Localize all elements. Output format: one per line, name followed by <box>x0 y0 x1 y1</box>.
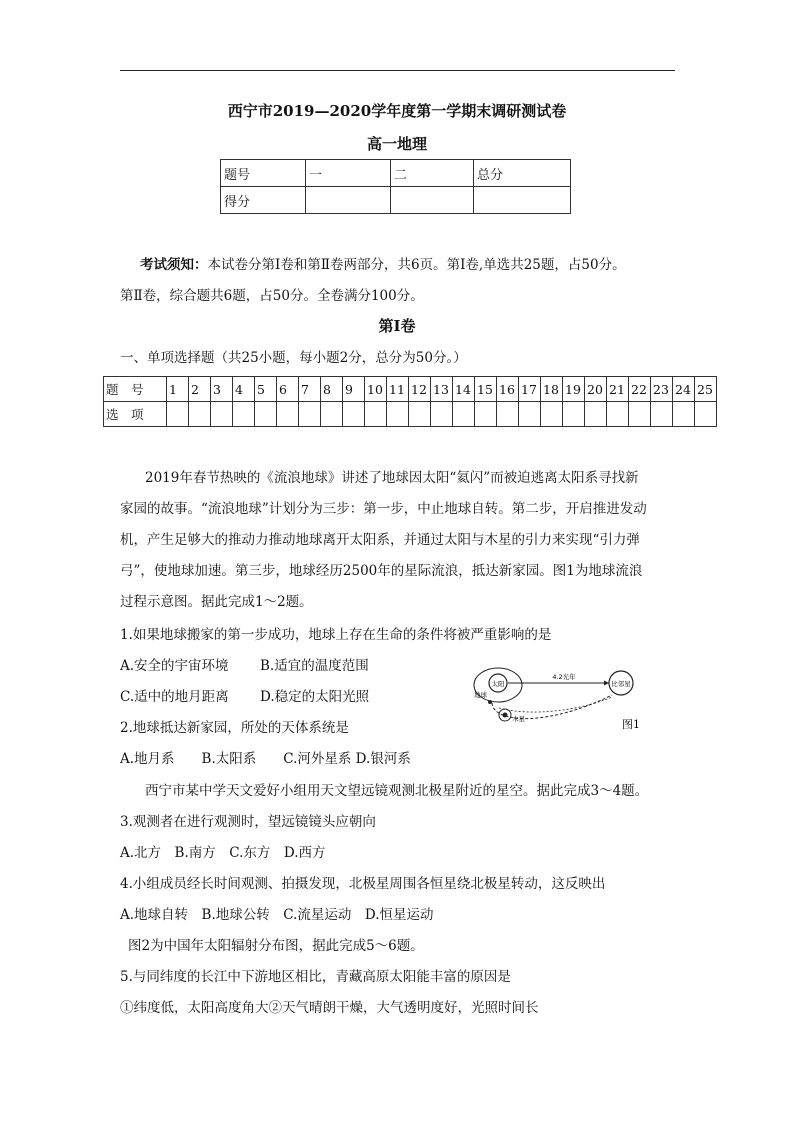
table-row <box>104 377 717 402</box>
answer-option-cell[interactable] <box>255 402 277 427</box>
header-rule <box>120 70 675 71</box>
answer-number-cell: 4 <box>233 377 255 402</box>
answer-option-cell[interactable] <box>409 402 431 427</box>
answer-number-cell: 23 <box>651 377 673 402</box>
question-1-option-d: D.稳定的太阳光照 <box>260 689 370 705</box>
answer-option-cell[interactable] <box>167 402 189 427</box>
answer-number-cell: 9 <box>343 377 365 402</box>
score-cell: 总分 <box>474 160 571 187</box>
table-row <box>104 402 717 427</box>
answer-row-label: 题 号 <box>104 377 167 402</box>
answer-option-cell[interactable] <box>673 402 695 427</box>
answer-option-cell[interactable] <box>541 402 563 427</box>
answer-option-cell[interactable] <box>387 402 409 427</box>
answer-row-label: 选 项 <box>104 402 167 427</box>
sun-label: 太阳 <box>491 680 505 688</box>
answer-number-cell: 18 <box>541 377 563 402</box>
score-cell: 一 <box>306 160 391 187</box>
answer-number-cell: 24 <box>673 377 695 402</box>
answer-number-cell: 12 <box>409 377 431 402</box>
passage-line: 弓”，使地球加速。第三步，地球经历2500年的星际流浪，抵达新家园。图1为地球流浪 <box>120 563 643 579</box>
question-2-stem: 2.地球抵达新家园，所处的天体系统是 <box>120 720 349 736</box>
subject-title: 高一地理 <box>366 135 427 153</box>
figure-1-earth-migration-diagram <box>472 655 672 735</box>
answer-number-cell: 15 <box>475 377 497 402</box>
question-1-option-a: A.安全的宇宙环境 <box>120 658 229 674</box>
answer-number-cell: 21 <box>607 377 629 402</box>
question-3-stem: 3.观测者在进行观测时，望远镜镜头应朝向 <box>120 814 376 830</box>
answer-option-cell[interactable] <box>277 402 299 427</box>
question-5-stem: 5.与同纬度的长江中下游地区相比，青藏高原太阳能丰富的原因是 <box>120 969 511 985</box>
answer-number-cell: 13 <box>431 377 453 402</box>
answer-number-cell: 14 <box>453 377 475 402</box>
answer-option-cell[interactable] <box>189 402 211 427</box>
exam-title: 西宁市2019—2020学年度第一学期末调研测试卷 <box>227 102 567 120</box>
answer-number-cell: 25 <box>695 377 717 402</box>
answer-option-cell[interactable] <box>233 402 255 427</box>
answer-number-cell: 16 <box>497 377 519 402</box>
answer-option-cell[interactable] <box>343 402 365 427</box>
distance-label: 4.2光年 <box>552 673 576 681</box>
answer-option-cell[interactable] <box>563 402 585 427</box>
answer-option-cell[interactable] <box>211 402 233 427</box>
score-cell[interactable] <box>474 187 571 214</box>
answer-number-cell: 3 <box>211 377 233 402</box>
answer-option-cell[interactable] <box>695 402 717 427</box>
jupiter-label: 木星 <box>512 715 525 723</box>
question-1-option-b: B.适宜的温度范围 <box>260 658 369 674</box>
question-4-stem: 4.小组成员经长时间观测、拍摄发现，北极星周围各恒星绕北极星转动，这反映出 <box>120 876 606 892</box>
instructions-text: 本试卷分第Ⅰ卷和第Ⅱ卷两部分，共6页。第Ⅰ卷,单选共25题，占50分。 <box>207 257 626 273</box>
arrow-head <box>604 681 609 686</box>
table-row <box>221 160 571 187</box>
answer-option-cell[interactable] <box>453 402 475 427</box>
question-1-stem: 1.如果地球搬家的第一步成功，地球上存在生命的条件将被严重影响的是 <box>120 627 552 643</box>
instructions-label: 考试须知： <box>140 257 208 273</box>
answer-option-cell[interactable] <box>607 402 629 427</box>
score-cell: 题号 <box>221 160 306 187</box>
question-3-options: A.北方 B.南方 C.东方 D.西方 <box>120 845 326 861</box>
answer-number-cell: 1 <box>167 377 189 402</box>
passage-line: 家园的故事。“流浪地球”计划分为三步：第一步，中止地球自转。第二步，开启推进发动 <box>120 501 647 517</box>
figure-1-caption: 图1 <box>622 718 640 731</box>
answer-option-cell[interactable] <box>519 402 541 427</box>
question-4-options: A.地球自转 B.地球公转 C.流星运动 D.恒星运动 <box>120 907 434 923</box>
score-cell: 二 <box>391 160 474 187</box>
score-table <box>220 159 571 214</box>
instructions <box>120 255 680 275</box>
answer-option-cell[interactable] <box>475 402 497 427</box>
part-heading: 一、单项选择题（共25小题，每小题2分，总分为50分。） <box>120 350 467 366</box>
passage-line: 2019年春节热映的《流浪地球》讲述了地球因太阳“氦闪”而被迫逃离太阳系寻找新 <box>145 470 639 486</box>
score-cell: 得分 <box>221 187 306 214</box>
proxima-label: 比邻星 <box>611 680 631 688</box>
answer-number-cell: 8 <box>321 377 343 402</box>
score-cell[interactable] <box>391 187 474 214</box>
answer-number-cell: 10 <box>365 377 387 402</box>
question-2-options: A.地月系 B.太阳系 C.河外星系 D.银河系 <box>120 751 411 767</box>
answer-number-cell: 11 <box>387 377 409 402</box>
answer-option-cell[interactable] <box>585 402 607 427</box>
answer-option-cell[interactable] <box>365 402 387 427</box>
table-row <box>221 187 571 214</box>
answer-number-cell: 7 <box>299 377 321 402</box>
answer-number-cell: 22 <box>629 377 651 402</box>
answer-option-cell[interactable] <box>299 402 321 427</box>
question-5-line1: ①纬度低，太阳高度角大②天气晴朗干燥，大气透明度好，光照时间长 <box>120 1000 539 1016</box>
answer-number-cell: 17 <box>519 377 541 402</box>
passage-2: 西宁市某中学天文爱好小组用天文望远镜观测北极星附近的星空。据此完成3～4题。 <box>145 783 649 799</box>
passage-line: 机，产生足够大的推动力推动地球离开太阳系，并通过太阳与木星的引力来实现“引力弹 <box>120 532 640 548</box>
answer-option-cell[interactable] <box>651 402 673 427</box>
answer-number-cell: 20 <box>585 377 607 402</box>
score-cell[interactable] <box>306 187 391 214</box>
answer-number-cell: 5 <box>255 377 277 402</box>
answer-number-cell: 2 <box>189 377 211 402</box>
section-title: 第Ⅰ卷 <box>378 317 416 335</box>
earth-dot <box>488 700 492 704</box>
passage-line: 过程示意图。据此完成1～2题。 <box>120 594 313 610</box>
migration-path-inner <box>499 697 612 712</box>
answer-number-cell: 19 <box>563 377 585 402</box>
passage-3: 图2为中国年太阳辐射分布图，据此完成5～6题。 <box>128 938 424 954</box>
answer-option-cell[interactable] <box>497 402 519 427</box>
answer-option-cell[interactable] <box>431 402 453 427</box>
question-1-option-c: C.适中的地月距离 <box>120 689 229 705</box>
answer-number-cell: 6 <box>277 377 299 402</box>
answer-option-cell[interactable] <box>629 402 651 427</box>
answer-option-cell[interactable] <box>321 402 343 427</box>
earth-label: 地球 <box>474 691 487 699</box>
instructions-line2: 第Ⅱ卷，综合题共6题，占50分。全卷满分100分。 <box>120 288 424 304</box>
answer-table <box>103 376 717 427</box>
